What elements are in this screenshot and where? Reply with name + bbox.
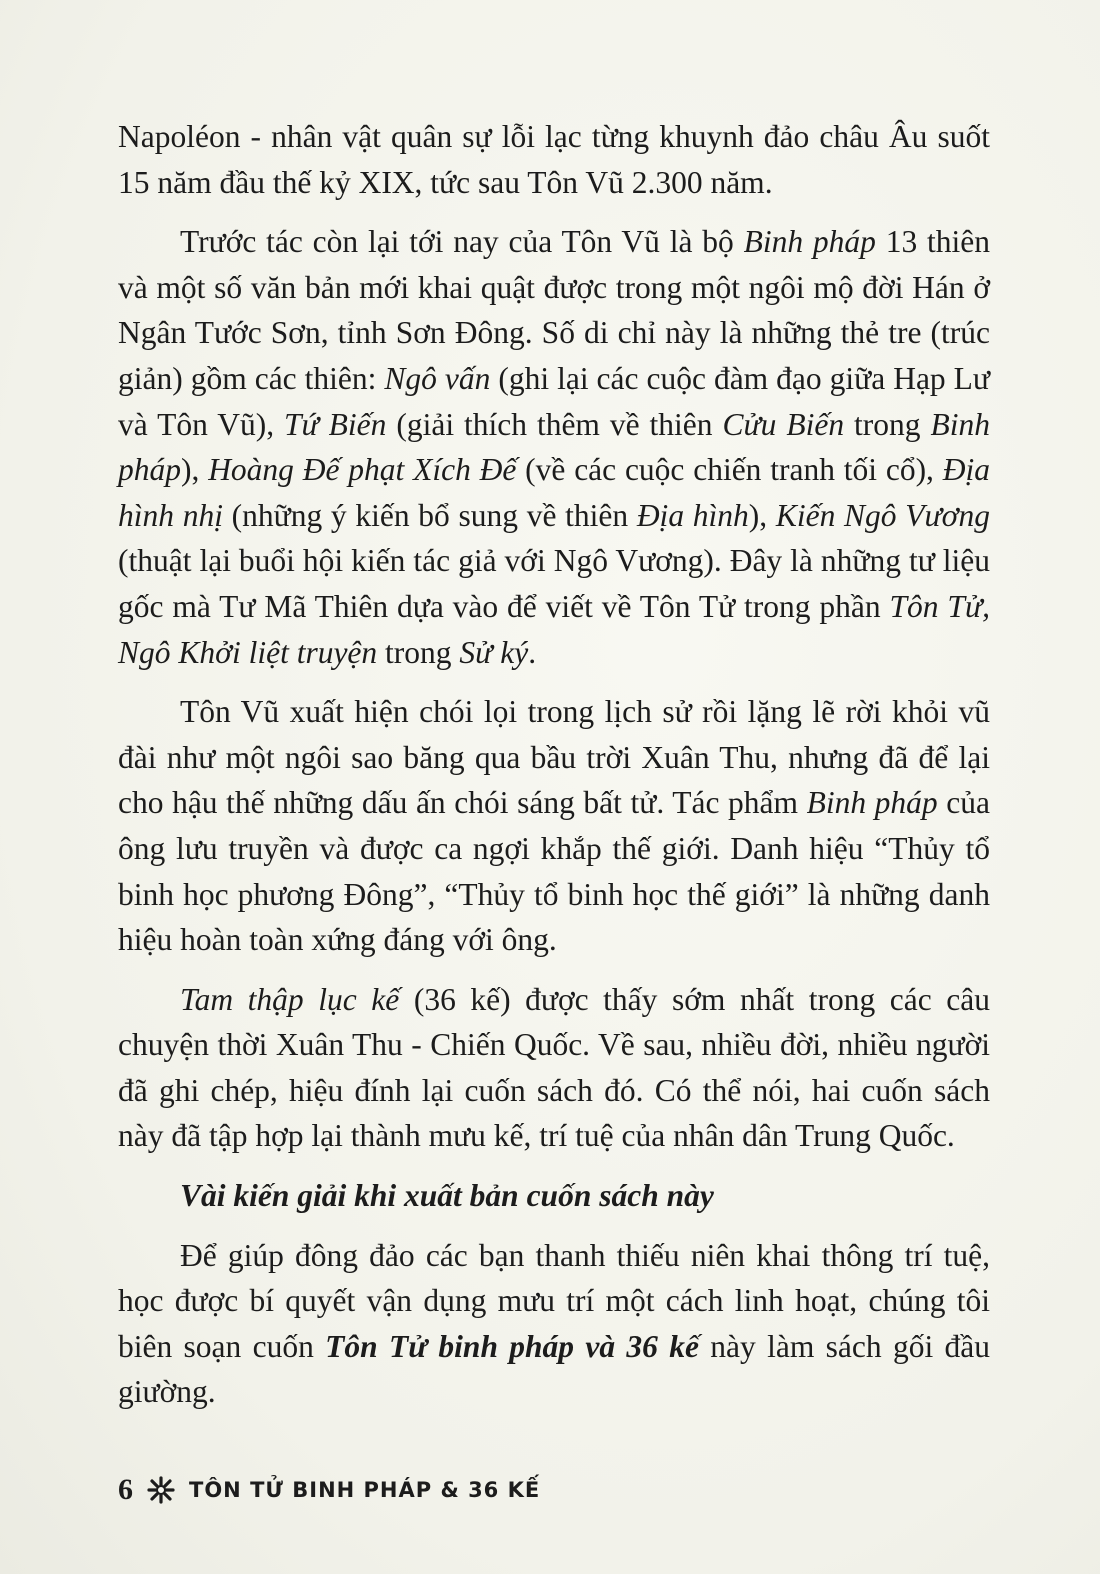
page-number: 6	[118, 1473, 133, 1506]
flower-ornament-icon	[147, 1476, 175, 1504]
body-text	[118, 114, 990, 1429]
paragraph-36-strategies: Tam thập lục kế (36 kế) được thấy sớm nhất trong các câu chuyện thời Xuân Thu - Chiến Quốc. Về sau, nhiều đời, nhiều người đã ghi chép, hiệu đính lại cuốn sách đó. Có thể nói, hai cuốn sách này đã tập hợp lại thành mưu kế, trí tuệ của nhân dân Trung Quốc.	[118, 981, 991, 1154]
section-heading: Vài kiến giải khi xuất bản cuốn sách này	[180, 1178, 714, 1214]
paragraph-purpose: Để giúp đông đảo các bạn thanh thiếu niên khai thông trí tuệ, học được bí quyết vận dụng mưu trí một cách linh hoạt, chúng tôi biên soạn cuốn Tôn Tử binh pháp và 36 kế này làm sách gối đầu giường.	[118, 1237, 990, 1410]
paragraph-works: Trước tác còn lại tới nay của Tôn Vũ là bộ Binh pháp 13 thiên và một số văn bản mới khai quật được trong một ngôi mộ đời Hán ở Ngân Tước Sơn, tỉnh Sơn Đông. Số di chỉ này là những thẻ tre (trúc giản) gồm các thiên: Ngô vấn (ghi lại các cuộc đàm đạo giữa Hạp Lư và Tôn Vũ), Tứ Biến (giải thích thêm về thiên Cửu Biến trong Binh pháp), Hoàng Đế phạt Xích Đế (về các cuộc chiến tranh tối cổ), Địa hình nhị (những ý kiến bổ sung về thiên Địa hình), Kiến Ngô Vương (thuật lại buổi hội kiến tác giả với Ngô Vương). Đây là những tư liệu gốc mà Tư Mã Thiên dựa vào để viết về Tôn Tử trong phần Tôn Tử, Ngô Khởi liệt truyện trong Sử ký.	[118, 224, 991, 670]
paragraph-legacy: Tôn Vũ xuất hiện chói lọi trong lịch sử rồi lặng lẽ rời khỏi vũ đài như một ngôi sao băng qua bầu trời Xuân Thu, nhưng đã để lại cho hậu thế những dấu ấn chói sáng bất tử. Tác phẩm Binh pháp của ông lưu truyền và được ca ngợi khắp thế giới. Danh hiệu “Thủy tổ binh học phương Đông”, “Thủy tổ binh học thế giới” là những danh hiệu hoàn toàn xứng đáng với ông.	[118, 694, 990, 958]
running-title: TÔN TỬ BINH PHÁP & 36 KẾ	[189, 1478, 541, 1502]
paragraph-napoleon: Napoléon - nhân vật quân sự lỗi lạc từng khuynh đảo châu Âu suốt 15 năm đầu thế kỷ XIX, tức sau Tôn Vũ 2.300 năm.	[118, 119, 990, 200]
page-footer	[118, 1470, 540, 1510]
